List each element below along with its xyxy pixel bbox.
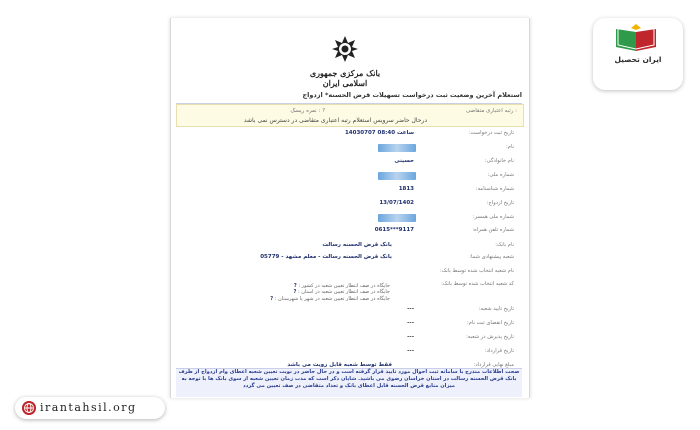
row-label: شماره تلفن همراه:: [472, 227, 514, 233]
row-value: ---: [407, 306, 414, 312]
credit-notice: [176, 104, 524, 127]
table-row: [176, 268, 522, 278]
row-label: شعبه پیشنهادی شما:: [469, 254, 514, 260]
row-label: تاریخ انقضای ثبت نام:: [466, 320, 514, 326]
row-label: شماره ملی همسر:: [472, 214, 514, 220]
row-value: ---: [407, 320, 414, 326]
row-label: نام خانوادگی:: [484, 158, 514, 164]
redacted-value: [378, 144, 416, 152]
row-value: فقط توسط شعبه قابل رویت می باشد: [287, 362, 392, 368]
queue-item: جایگاه در صف انتظار تعیین شعبه در استان : ?: [293, 289, 390, 296]
row-label: نام بانک:: [495, 242, 514, 248]
table-row: [176, 158, 522, 168]
notice-message: درحال حاضر سرویس استعلام رتبه اعتباری متقاضی در دسترس نمی باشد: [243, 117, 427, 124]
row-label: تاریخ ثبت درخواست:: [468, 130, 514, 136]
row-label: نام شعبه انتخاب شده توسط بانک:: [440, 268, 514, 274]
row-label: نام:: [506, 144, 514, 150]
row-label: مبلغ نهایی قرارداد:: [473, 362, 514, 368]
row-value: 13/07/1402: [379, 200, 414, 206]
queue-item: جایگاه در صف انتظار تعیین شعبه در کشور : ?: [293, 283, 390, 289]
table-row: [176, 227, 522, 237]
table-row: [176, 214, 522, 224]
row-value: ---: [407, 348, 414, 354]
row-label: کد شعبه انتخاب شده توسط بانک:: [441, 281, 514, 287]
redacted-value: [378, 214, 416, 222]
status-footer-note: صحت اطلاعات مندرج با سامانه ثبت احوال مورد تایید قرار گرفته است و در حال حاضر در نوبت تعیین شعبه اعطای وام ازدواج از طرف بانک قرض الحسنه رسالت در استان خراسان رضوی می باشید. شایان ذکر است که مدت زمان تعیین شعبه از سوی بانک ها با توجه به میزان منابع قرض الحسنه قابل اعطای بانک و تعداد متقاضی در صف تعیین می گردد: [176, 368, 522, 397]
row-label: شماره ملی:: [487, 172, 514, 178]
table-row: [176, 254, 522, 264]
row-value: 1813: [398, 186, 414, 192]
row-label: تاریخ تایید شعبه:: [478, 306, 514, 312]
table-row: [176, 242, 522, 252]
row-value: حسینی: [394, 158, 414, 164]
table-row: [176, 348, 522, 358]
table-row: [176, 144, 522, 154]
table-row: [176, 186, 522, 196]
row-label: شماره شناسنامه:: [475, 186, 514, 192]
credit-score-label: رتبه اعتباری متقاضی :: [466, 108, 517, 114]
brand-name: ایران تحصیل: [614, 55, 662, 64]
row-label: تاریخ پذیرش در شعبه:: [466, 334, 514, 340]
row-label: تاریخ قرارداد:: [484, 348, 514, 354]
website-url[interactable]: irantahsil.org: [40, 401, 137, 414]
queue-positions: [270, 283, 390, 302]
row-value: 0615***9117: [374, 227, 414, 233]
open-book-logo-icon: [608, 24, 664, 54]
table-row: [176, 200, 522, 210]
row-value: بانک قرض الحسنه رسالت: [322, 242, 392, 248]
row-value: 14030707 ساعت 08:40: [344, 130, 414, 136]
redacted-value: [378, 172, 416, 180]
page-title: استعلام آخرین وضعیت ثبت درخواست تسهیلات قرض الحسنه* ازدواج: [176, 91, 522, 104]
table-row: [176, 172, 522, 182]
risk-score-label: نمره ریسک : ?: [290, 108, 325, 114]
table-row: [176, 306, 522, 316]
table-row: [176, 334, 522, 344]
queue-item: جایگاه در صف انتظار تعیین شعبه در شهر یا شهرستان : ?: [270, 295, 390, 302]
table-row: [176, 130, 522, 140]
row-label: تاریخ ازدواج:: [486, 200, 514, 206]
globe-icon: [22, 401, 36, 415]
row-value: بانک قرض الحسنه رسالت - معلم مشهد - 05779: [260, 254, 392, 260]
bank-emblem-icon: [331, 35, 359, 63]
table-row: [176, 320, 522, 330]
row-value: ---: [407, 334, 414, 340]
bank-name: بانک مرکزی جمهوری اسلامی ایران: [309, 68, 381, 88]
